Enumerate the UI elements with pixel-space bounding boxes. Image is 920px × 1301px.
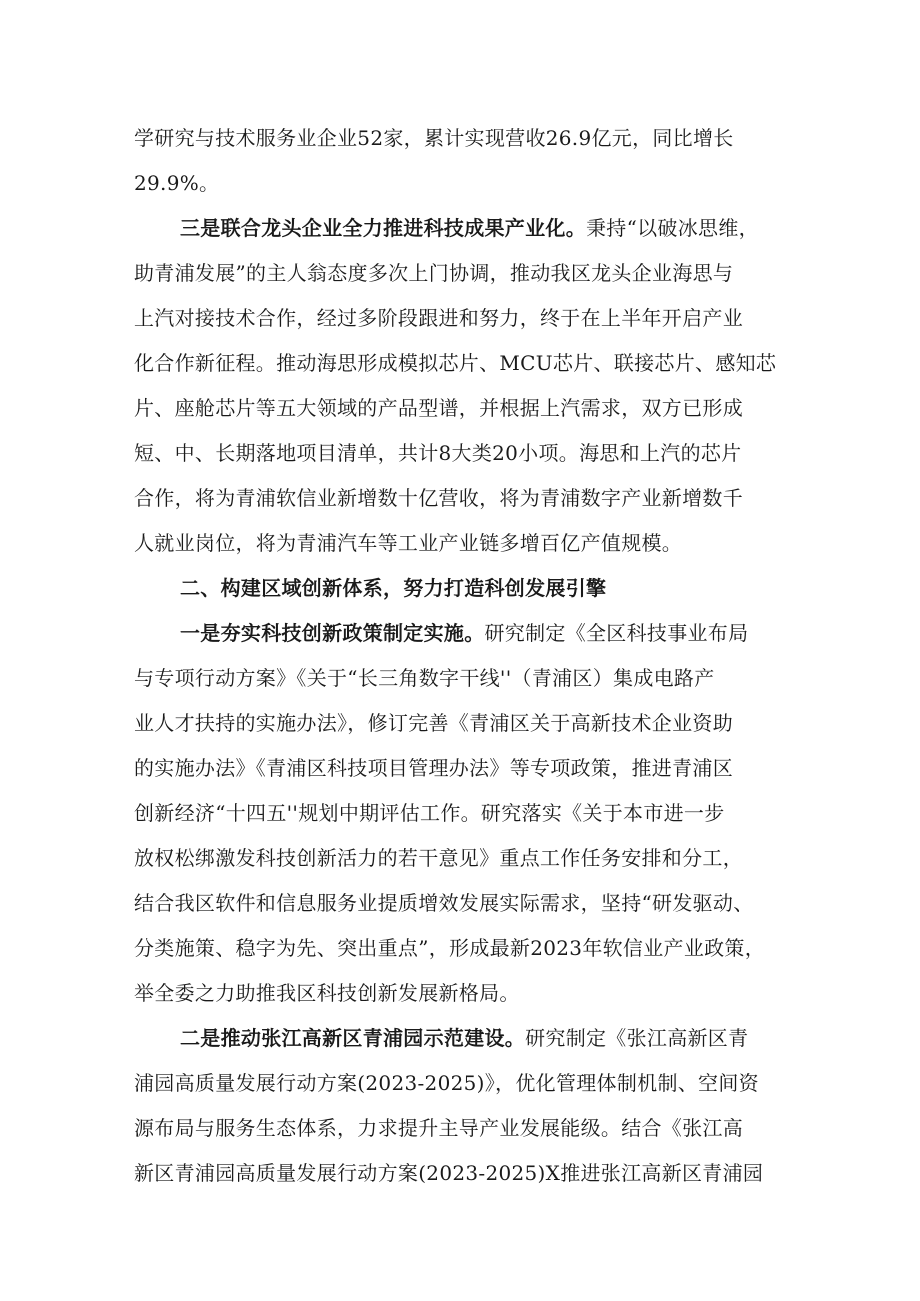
paragraph-line: 放权松绑激发科技创新活力的若干意见》重点工作任务安排和分工， bbox=[134, 846, 743, 870]
paragraph-line: 人就业岗位，将为青浦汽车等工业产业链多增百亿产值规模。 bbox=[134, 531, 683, 555]
paragraph-line: 源布局与服务生态体系，力求提升主导产业发展能级。结合《张江高 bbox=[134, 1116, 743, 1140]
item-lead-rest: 研究制定《全区科技事业布局 bbox=[484, 621, 749, 645]
section-heading: 二、构建区域创新体系，努力打造科创发展引擎 bbox=[180, 576, 607, 600]
paragraph-line: 举全委之力助推我区科技创新发展新格局。 bbox=[134, 981, 520, 1005]
paragraph-line: 与专项行动方案》《关于“长三角数字干线''（青浦区）集成电路产 bbox=[134, 666, 715, 690]
paragraph-line: 学研究与技术服务业企业52家，累计实现营收26.9亿元，同比增长 bbox=[134, 126, 734, 150]
paragraph-first-line bbox=[180, 1018, 800, 1058]
item-lead-bold: 二是推动张江高新区青浦园示范建设。 bbox=[180, 1026, 526, 1050]
paragraph-line: 助青浦发展”的主人翁态度多次上门协调，推动我区龙头企业海思与 bbox=[134, 261, 734, 285]
paragraph-line: 新区青浦园高质量发展行动方案(2023-2025)X推进张江高新区青浦园 bbox=[134, 1161, 764, 1185]
paragraph-line: 片、座舱芯片等五大领域的产品型谱，并根据上汽需求，双方已形成 bbox=[134, 396, 743, 420]
paragraph-line: 29.9%。 bbox=[134, 171, 220, 195]
item-lead-bold: 一是夯实科技创新政策制定实施。 bbox=[180, 621, 485, 645]
paragraph-line: 的实施办法》《青浦区科技项目管理办法》等专项政策，推进青浦区 bbox=[134, 756, 733, 780]
paragraph-line: 化合作新征程。推动海思形成模拟芯片、MCU芯片、联接芯片、感知芯 bbox=[134, 351, 777, 375]
paragraph-line: 合作，将为青浦软信业新增数十亿营收，将为青浦数字产业新增数千 bbox=[134, 486, 743, 510]
paragraph-line: 浦园高质量发展行动方案(2023-2025)》，优化管理体制机制、空间资 bbox=[134, 1071, 759, 1095]
paragraph-line: 短、中、长期落地项目清单，共计8大类20小项。海思和上汽的芯片 bbox=[134, 441, 742, 465]
item-lead-rest: 研究制定《张江高新区青 bbox=[525, 1026, 749, 1050]
paragraph-first-line bbox=[180, 208, 800, 248]
paragraph-first-line bbox=[180, 613, 800, 653]
paragraph-line: 创新经济“十四五''规划中期评估工作。研究落实《关于本市进一步 bbox=[134, 801, 725, 825]
item-lead-bold: 三是联合龙头企业全力推进科技成果产业化。 bbox=[180, 216, 586, 240]
paragraph-line: 业人才扶持的实施办法》，修订完善《青浦区关于高新技术企业资助 bbox=[134, 711, 733, 735]
item-lead-rest: 秉持“以破冰思维， bbox=[586, 216, 759, 240]
paragraph-line: 上汽对接技术合作，经过多阶段跟进和努力，终于在上半年开启产业 bbox=[134, 306, 743, 330]
paragraph-line: 分类施策、稳字为先、突出重点”，形成最新2023年软信业产业政策， bbox=[134, 936, 766, 960]
paragraph-line: 结合我区软件和信息服务业提质增效发展实际需求，坚持“研发驱动、 bbox=[134, 891, 754, 915]
